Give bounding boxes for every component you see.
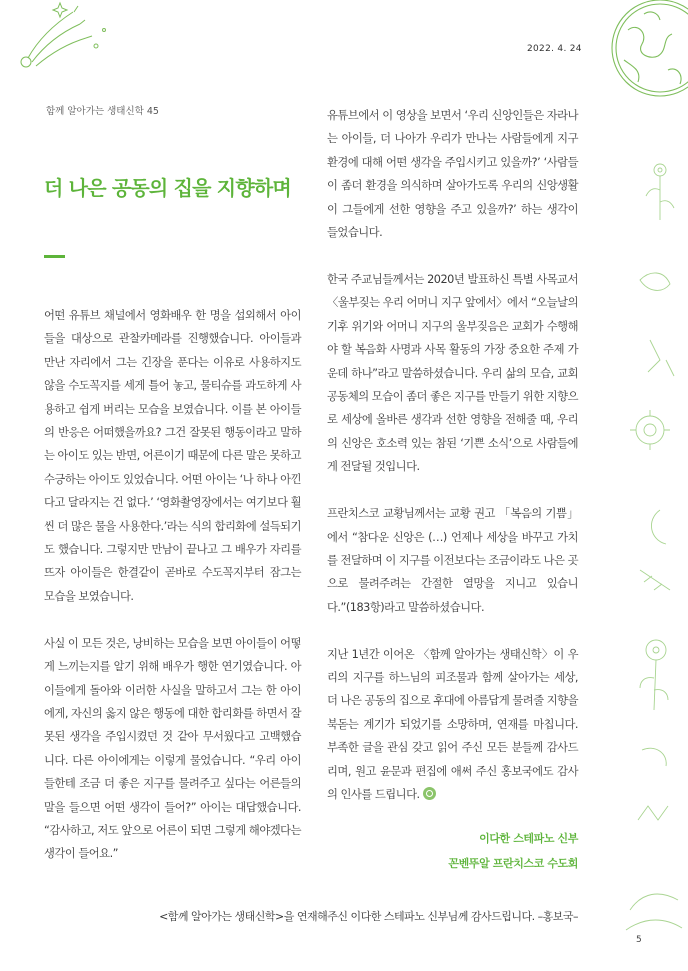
body-paragraph-final [327, 643, 578, 807]
final-paragraph-text: 지난 1년간 이어온 〈함께 알아가는 생태신학〉이 우리의 지구를 하느님의 피조물과 함께 살아가는 세상, 더 나은 공동의 집으로 후대에 아름답게 물려줄 지향을 북돋는 계기가 되었기를 소망하며, 연재를 마칩니다. 부족한 글을 관심 갖고 읽어 주신 모든 분들께 감사드리며, 원고 윤문과 편집에 애써 주신 홍보국에도 감사의 인사를 드립니다. [327, 647, 578, 802]
title-underline [44, 255, 65, 258]
page-number: 5 [636, 935, 642, 945]
issue-date: 2022. 4. 24 [527, 44, 582, 54]
article-title: 더 나은 공동의 집을 지향하며 [44, 176, 291, 200]
end-mark-icon [423, 787, 436, 800]
series-label: 함께 알아가는 생태신학 45 [46, 106, 159, 117]
right-column [327, 104, 578, 806]
body-paragraph: 프란치스코 교황님께서는 교황 권고 「복음의 기쁨」에서 “참다운 신앙은 (…) 언제나 세상을 바꾸고 가치를 전달하며 이 지구를 이전보다는 조금이라도 나은 곳으로 물려주려는 간절한 열망을 지니고 있습니다.”(183항)라고 말씀하셨습니다. [327, 507, 578, 614]
body-paragraph: 유튜브에서 이 영상을 보면서 ‘우리 신앙인들은 자라나는 아이들, 더 나아가 우리가 만나는 사람들에게 지구 환경에 대해 어떤 생각을 주입시키고 있을까?’ ‘사람들이 좀더 환경을 의식하며 살아가도록 우리의 신앙생활이 그들에게 선한 영향을 주고 있을까?’ 하는 생각이 들었습니다. [327, 109, 578, 240]
body-paragraph: 한국 주교님들께서는 2020년 발표하신 특별 사목교서 〈울부짖는 우리 어머니 지구 앞에서〉에서 “오늘날의 기후 위기와 어머니 지구의 울부짖음은 교회가 수행해야 할 복음화 사명과 사목 활동의 가장 중요한 주제 가운데 하나”라고 말씀하셨습니다. 우리 삶의 모습, 교회 공동체의 모습이 좀더 좋은 지구를 만들기 위한 지향으로 세상에 올바른 생각과 선한 영향을 전해줄 때, 우리의 신앙은 호소력 있는 참된 ‘기쁜 소식’으로 사람들에게 전달될 것입니다. [327, 272, 578, 474]
body-paragraph: 사실 이 모든 것은, 낭비하는 모습을 보면 아이들이 어떻게 느끼는지를 알기 위해 배우가 행한 연기였습니다. 아이들에게 돌아와 이러한 사실을 말하고서 그는 한 아이에게, 자신의 옳지 않은 행동에 대한 합리화를 하면서 잘못된 생각을 주입시켰던 것 같아 무서웠다고 고백했습니다. 다른 아이에게는 이렇게 물었습니다. “우리 아이들한테 조금 더 좋은 지구를 물려주고 싶다는 어른들의 말을 들으면 어떤 생각이 들어?” 아이는 대답했습니다. “감사하고, 저도 앞으로 어른이 되면 그렇게 해야겠다는 생각이 들어요.” [44, 636, 301, 861]
author-name: 이다한 스테파노 신부 [479, 832, 578, 845]
body-paragraph: 어떤 유튜브 채널에서 영화배우 한 명을 섭외해서 아이들을 대상으로 관찰카메라를 진행했습니다. 아이들과 만난 자리에서 그는 긴장을 푼다는 이유로 사용하지도 않을 수도꼭지를 세게 틀어 놓고, 물티슈를 과도하게 사용하고 쉽게 버리는 모습을 보였습니다. 이를 본 아이들의 반응은 어떠했을까요? 그건 잘못된 행동이라고 말하는 아이도 있는 반면, 어른이기 때문에 다른 말은 못하고 수긍하는 아이도 있었습니다. 어떤 아이는 ‘나 하나 아낀다고 달라지는 건 없다.’ ‘영화촬영장에서는 여기보다 훨씬 더 많은 물을 사용한다.’라는 식의 합리화에 설득되기도 했습니다. 그렇지만 만남이 끝나고 그 배우가 자리를 뜨자 아이들은 한결같이 곧바로 수도꼭지부터 잠그는 모습을 보였습니다. [44, 309, 301, 603]
comet-sprout-illustration [8, 0, 128, 80]
author-affiliation: 꼰벤뚜알 프란치스코 수도회 [448, 857, 578, 870]
globe-illustration [598, 0, 688, 120]
footer-note: <함께 알아가는 생태신학>을 연재해주신 이다한 스테파노 신부님께 감사드립니다. –홍보국– [159, 910, 578, 923]
left-column [44, 304, 301, 866]
right-margin-plants-illustration [620, 130, 688, 950]
